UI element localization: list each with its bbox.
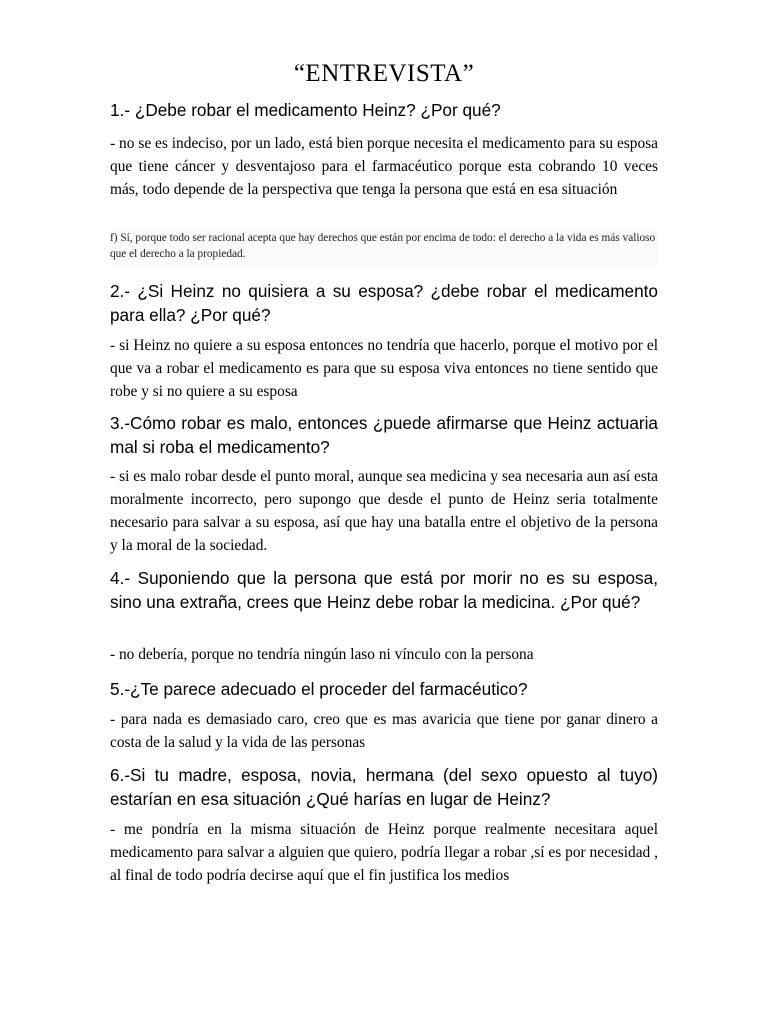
question-5: 5.-¿Te parece adecuado el proceder del farmacéutico? bbox=[110, 679, 528, 699]
question-2: 2.- ¿Si Heinz no quisiera a su esposa? ¿debe robar el medicamento para ella? ¿Por qué? bbox=[110, 281, 658, 325]
question-6: 6.-Si tu madre, esposa, novia, hermana (del sexo opuesto al tuyo) estarían en esa situación ¿Qué harías en lugar de Heinz? bbox=[110, 765, 658, 809]
question-1: 1.- ¿Debe robar el medicamento Heinz? ¿Por qué? bbox=[110, 100, 501, 120]
answer-4: - no debería, porque no tendría ningún laso ni vínculo con la persona bbox=[110, 646, 534, 663]
answer-5: - para nada es demasiado caro, creo que es mas avaricia que tiene por ganar dinero a costa de la salud y la vida de las personas bbox=[110, 711, 658, 751]
answer-2: - si Heinz no quiere a su esposa entonces no tendría que hacerlo, porque el motivo por el que va a robar el medicamento es para que su esposa viva entonces no tiene sentido que robe y si no quiere a su esposa bbox=[110, 337, 658, 400]
pasted-excerpt: f) Sí, porque todo ser racional acepta que hay derechos que están por encima de todo: el derecho a la vida es más valioso que el derecho a la propiedad. bbox=[110, 230, 658, 266]
answer-3: - si es malo robar desde el punto moral, aunque sea medicina y sea necesaria aun así esta moralmente incorrecto, pero supongo que desde el punto de Heinz seria totalmente necesario para salvar a su esposa, así que hay una batalla entre el objetivo de la persona y la moral de la sociedad. bbox=[110, 468, 658, 554]
question-4: 4.- Suponiendo que la persona que está por morir no es su esposa, sino una extraña, crees que Heinz debe robar la medicina. ¿Por qué? bbox=[110, 568, 658, 612]
answer-6: - me pondría en la misma situación de Heinz porque realmente necesitara aquel medicamento para salvar a alguien que quiero, podría llegar a robar ,sí es por necesidad , al final de todo podría decirse aquí que el fin justifica los medios bbox=[110, 821, 658, 884]
question-3: 3.-Cómo robar es malo, entonces ¿puede afirmarse que Heinz actuaria mal si roba el medicamento? bbox=[110, 413, 658, 457]
answer-1: - no se es indeciso, por un lado, está bien porque necesita el medicamento para su esposa que tiene cáncer y desventajoso para el farmacéutico porque esta cobrando 10 veces más, todo depende de la perspectiva que tenga la persona que está en esa situación bbox=[110, 135, 658, 198]
page-title: “ENTREVISTA” bbox=[293, 60, 475, 87]
